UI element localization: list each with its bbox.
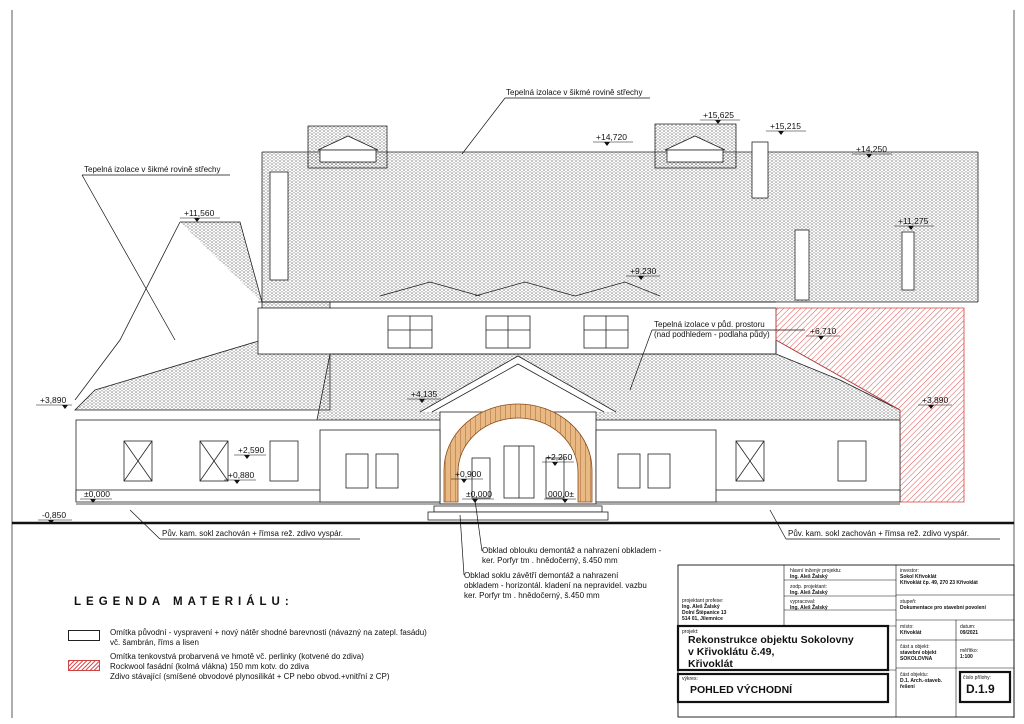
place-value: Křivoklát xyxy=(900,630,922,636)
legend-swatch-hatch xyxy=(68,660,100,671)
resp-name: Ing. Aleš Žalský xyxy=(790,590,828,596)
callout-plinth-left: Pův. kam. sokl zachován + římsa rež. zdivo vyspár. xyxy=(162,529,344,538)
legend-text: vč. šambrán, říms a lisen xyxy=(110,638,199,647)
investor-line2: Křivoklát čp. 49, 270 23 Křivoklát xyxy=(900,580,978,586)
svg-text:±0,000: ±0,000 xyxy=(466,489,492,499)
level-15215 xyxy=(766,121,806,135)
sheet-no-label: číslo přílohy: xyxy=(963,675,992,681)
level-14720 xyxy=(593,132,633,146)
lead-designer: Ing. Aleš Žalský xyxy=(790,574,828,580)
svg-text:+11,560: +11,560 xyxy=(184,208,215,218)
legend-text: Rockwool fasádní (kolmá vlákna) 150 mm kotv. do zdiva xyxy=(110,662,310,671)
svg-text:+0,900: +0,900 xyxy=(455,469,482,479)
designer-line3: 514 01, Jilemnice xyxy=(682,616,723,622)
svg-text:000,0±: 000,0± xyxy=(548,489,574,499)
project-label: projekt: xyxy=(682,629,699,635)
level-11560 xyxy=(180,208,220,222)
subpart-label: část objektu: xyxy=(900,672,929,678)
svg-text:±0,000: ±0,000 xyxy=(84,489,110,499)
designer-line1: Ing. Aleš Žalský xyxy=(682,604,720,610)
callout-plinth-right: Pův. kam. sokl zachován + římsa rež. zdivo vyspár. xyxy=(788,529,970,538)
callout-attic-insulation-2: (nad podhledem - podlaha půdy) xyxy=(654,330,770,339)
callout-socle-3: ker. Porfyr tm . hnědočerný, š.450 mm xyxy=(464,591,600,600)
lead-designer-label: hlavní inženýr projektu: xyxy=(790,568,842,574)
designer-line2: Dolní Štěpanice 13 xyxy=(682,610,727,616)
resp-label: zodp. projektant: xyxy=(790,584,827,590)
upper-windows xyxy=(388,316,628,348)
project-line2: v Křivoklátu č.49, xyxy=(688,646,775,658)
legend-text: Omítka původní - vyspravení + nový nátěr shodné barevnosti (návazný na zatepl. fasádu) xyxy=(110,628,427,637)
legend-swatch-plain xyxy=(68,630,100,641)
drawing-label: výkres: xyxy=(682,676,698,682)
svg-text:+15,625: +15,625 xyxy=(703,110,734,120)
svg-text:+0,880: +0,880 xyxy=(228,470,255,480)
legend-title: LEGENDA MATERIÁLU: xyxy=(74,596,294,608)
dormer-right xyxy=(655,124,736,168)
level-15625 xyxy=(700,110,740,124)
callout-socle-2: obkladem - horizontál. kladení na nepravidel. vazbu xyxy=(464,581,647,590)
investor-label: investor: xyxy=(900,568,919,574)
building-elevation xyxy=(75,124,978,520)
callout-attic-insulation-1: Tepelná izolace v půd. prostoru xyxy=(654,320,765,329)
svg-text:+2,250: +2,250 xyxy=(546,452,573,462)
legend-text: Omítka tenkovstvá probarvená ve hmotě vč. perlinky (kotvené do zdiva) xyxy=(110,652,364,661)
designer-label: projektant profese: xyxy=(682,598,724,604)
drawn-name: Ing. Aleš Žalský xyxy=(790,605,828,611)
svg-text:+11,275: +11,275 xyxy=(898,216,929,226)
drawing-title: POHLED VÝCHODNÍ xyxy=(690,684,793,696)
svg-text:+2,590: +2,590 xyxy=(238,445,265,455)
dormer-left xyxy=(308,126,387,168)
sheet-number: D.1.9 xyxy=(966,682,995,696)
callout-roof-insulation-top: Tepelná izolace v šikmé rovině střechy xyxy=(506,88,643,97)
legend-text: Zdivo stávající (smíšené obvodové plynosilikát + CP nebo obvod.+vnitřní z CP) xyxy=(110,672,390,681)
svg-text:-0,850: -0,850 xyxy=(42,510,67,520)
project-line3: Křivoklát xyxy=(688,658,733,670)
svg-text:+3,890: +3,890 xyxy=(922,395,949,405)
part-value-line2: SOKOLOVNA xyxy=(900,656,933,662)
callout-roof-insulation-left: Tepelná izolace v šikmé rovině střechy xyxy=(84,165,221,174)
project-line1: Rekonstrukce objektu Sokolovny xyxy=(688,634,854,646)
callout-arch-2: ker. Porfyr tm . hnědočerný, š.450 mm xyxy=(482,556,618,565)
level-3890-left xyxy=(36,395,72,409)
drawn-label: vypracoval: xyxy=(790,599,816,605)
subpart-line2: řešení xyxy=(900,684,915,690)
part-value-line1: stavební objekt xyxy=(900,650,937,656)
legend-item-insulation xyxy=(68,652,390,682)
date-value: 09/2021 xyxy=(960,630,979,636)
svg-text:+14,720: +14,720 xyxy=(596,132,627,142)
subpart-line1: D.1. Arch.-staveb. xyxy=(900,678,943,684)
part-label: část a objekt: xyxy=(900,644,930,650)
svg-text:+14,250: +14,250 xyxy=(856,144,887,154)
svg-text:+9,230: +9,230 xyxy=(630,266,657,276)
scale-value: 1:100 xyxy=(960,654,973,660)
svg-text:+4,135: +4,135 xyxy=(411,389,438,399)
callout-socle-1: Obklad soklu závětří demontáž a nahrazení xyxy=(464,571,619,580)
date-label: datum: xyxy=(960,624,976,630)
svg-text:+6,710: +6,710 xyxy=(810,326,837,336)
legend-item-original-plaster xyxy=(68,628,427,648)
stage-value: Dokumentace pro stavební povolení xyxy=(900,605,986,611)
scale-label: měřítko: xyxy=(960,648,979,654)
investor-line1: Sokol Křivoklát xyxy=(900,574,937,580)
svg-text:+3,890: +3,890 xyxy=(40,395,67,405)
place-label: místo: xyxy=(900,624,914,630)
svg-text:+15,215: +15,215 xyxy=(770,121,801,131)
callout-arch-1: Obklad oblouku demontáž a nahrazení obkladem - xyxy=(482,546,662,555)
stage-label: stupeň: xyxy=(900,599,917,605)
